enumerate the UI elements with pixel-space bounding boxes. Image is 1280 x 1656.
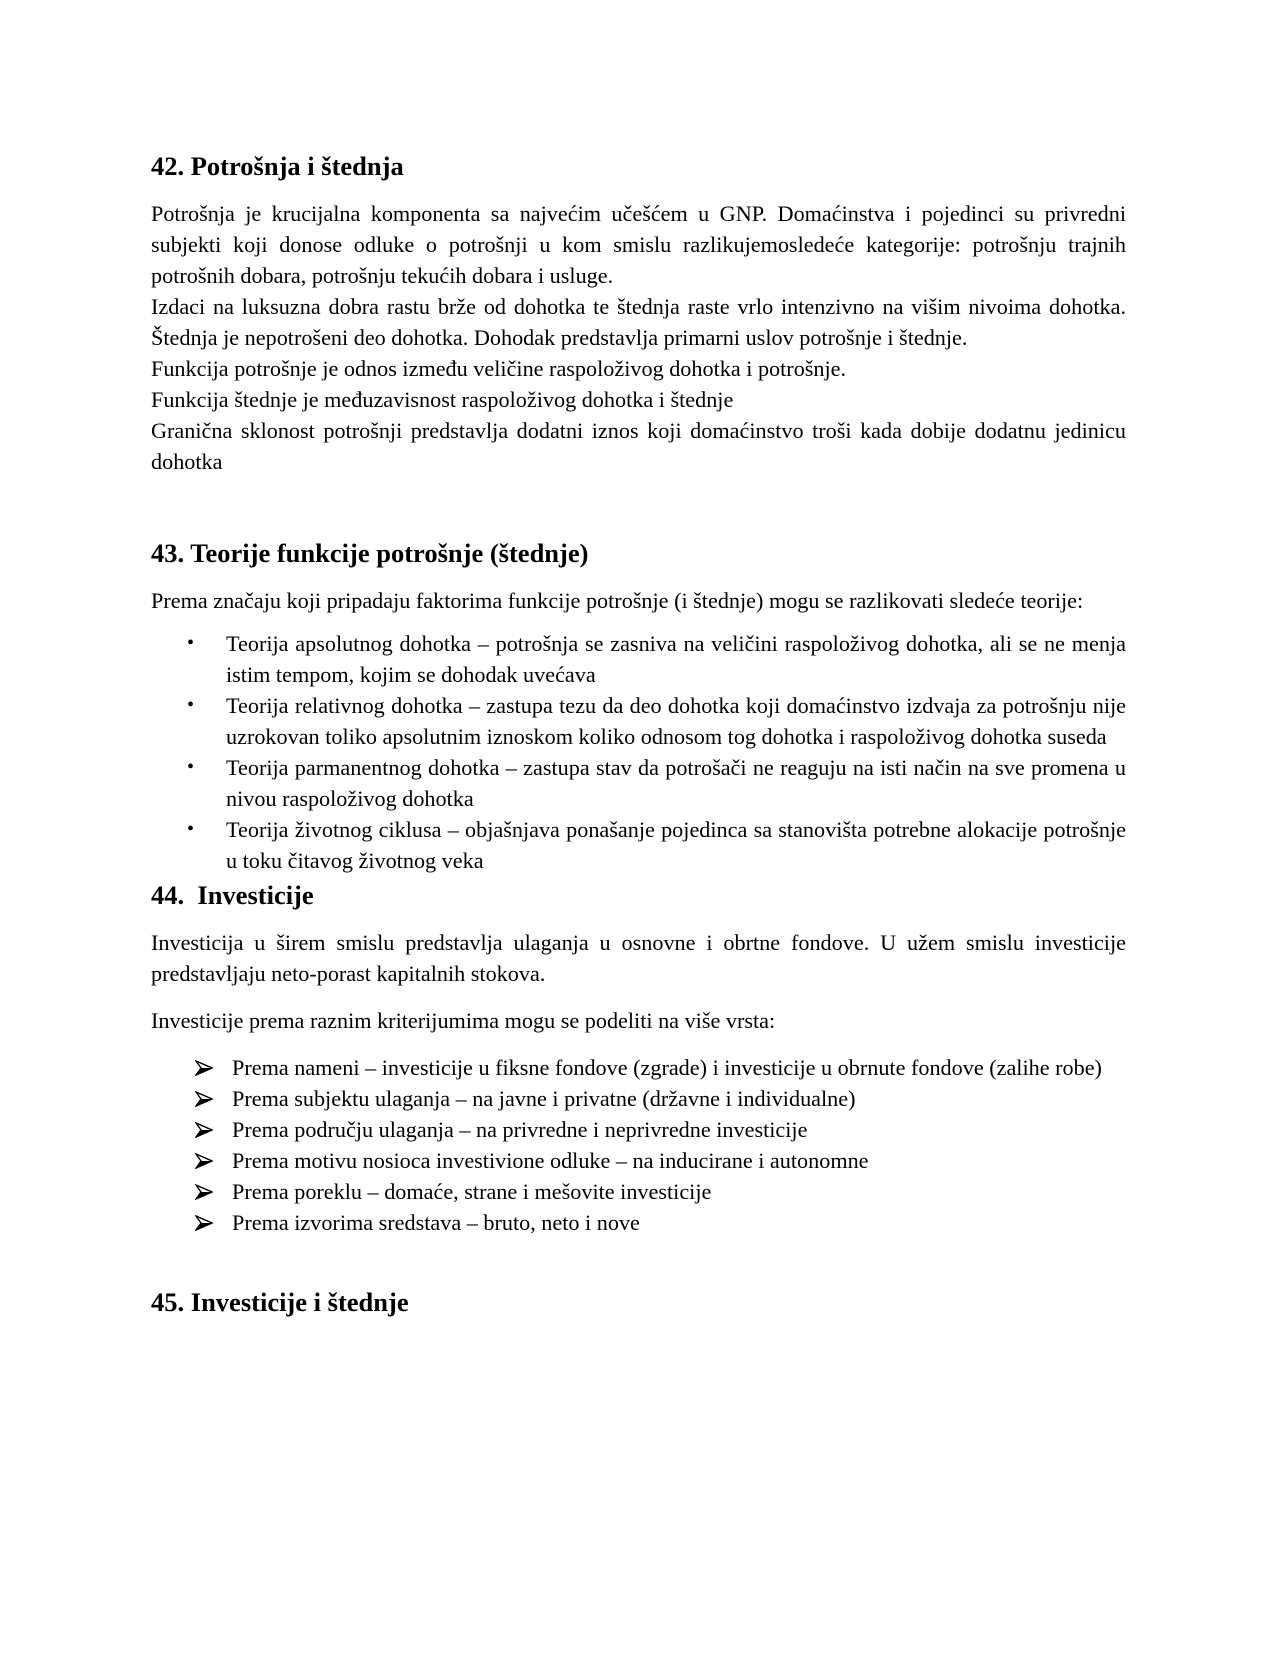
arrow-bullet-icon bbox=[195, 1184, 213, 1200]
bullet-icon: • bbox=[187, 818, 195, 840]
bullet-icon: • bbox=[187, 632, 195, 654]
list-item bbox=[151, 1207, 1126, 1238]
list-item bbox=[151, 1083, 1126, 1114]
arrow-bullet-icon bbox=[195, 1153, 213, 1169]
arrow-bullet-icon bbox=[195, 1091, 213, 1107]
list-item bbox=[151, 1052, 1126, 1083]
list-item bbox=[151, 752, 1126, 814]
section-42-heading: 42. Potrošnja i štednja bbox=[151, 151, 404, 181]
section-43-heading: 43. Teorije funkcije potrošnje (štednje) bbox=[151, 538, 589, 568]
list-item bbox=[151, 814, 1126, 876]
arrow-bullet-icon bbox=[195, 1122, 213, 1138]
section-44-paragraph: Investicije prema raznim kriterijumima mogu se podeliti na više vrsta: bbox=[151, 1008, 776, 1033]
section-44-heading: 44. Investicije bbox=[151, 880, 314, 910]
arrow-bullet-icon bbox=[195, 1215, 213, 1231]
section-42-paragraph: Potrošnja je krucijalna komponenta sa najvećim učešćem u GNP. Domaćinstva i pojedinci su privredni subjekti koji donose odluke o potrošnji u kom smislu razlikujemosledeće kategorije: potrošnju trajnih potrošnih dobara, potrošnju tekućih dobara i usluge. bbox=[151, 201, 1126, 288]
list-item-text: Teorija parmanentnog dohotka – zastupa stav da potrošači ne reaguju na isti način na sve promena u nivou raspoloživog dohotka bbox=[226, 755, 1126, 811]
section-42-body bbox=[151, 198, 1126, 477]
section-42-paragraph: Funkcija potrošnje je odnos između veličine raspoloživog dohotka i potrošnje. bbox=[151, 356, 847, 381]
list-item bbox=[151, 1176, 1126, 1207]
section-45-heading: 45. Investicije i štednje bbox=[151, 1287, 409, 1317]
list-item bbox=[151, 1114, 1126, 1145]
bullet-icon: • bbox=[187, 756, 195, 778]
section-42-paragraph: Funkcija štednje je međuzavisnost raspoloživog dohotka i štednje bbox=[151, 387, 734, 412]
list-item-text: Teorija relativnog dohotka – zastupa tezu da deo dohotka koji domaćinstvo izdvaja za potrošnju nije uzrokovan toliko apsolutnim iznoskom koliko odnosom tog dohotka i raspoloživog dohotka suseda bbox=[226, 693, 1126, 749]
section-43-intro: Prema značaju koji pripadaju faktorima funkcije potrošnje (i štednje) mogu se razlikovati sledeće teorije: bbox=[151, 588, 1084, 613]
list-item bbox=[151, 690, 1126, 752]
list-item bbox=[151, 1145, 1126, 1176]
list-item-text: Prema poreklu – domaće, strane i mešovite investicije bbox=[232, 1179, 712, 1204]
arrow-bullet-icon bbox=[195, 1060, 213, 1076]
section-42-paragraph: Granična sklonost potrošnji predstavlja dodatni iznos koji domaćinstvo troši kada dobije dodatnu jedinicu dohotka bbox=[151, 418, 1126, 474]
investment-types-list bbox=[151, 1052, 1126, 1238]
list-item-text: Prema subjektu ulaganja – na javne i privatne (državne i individualne) bbox=[232, 1086, 856, 1111]
theories-list bbox=[151, 628, 1126, 876]
list-item-text: Prema području ulaganja – na privredne i neprivredne investicije bbox=[232, 1117, 808, 1142]
list-item-text: Prema izvorima sredstava – bruto, neto i nove bbox=[232, 1210, 640, 1235]
section-42-paragraph: Izdaci na luksuzna dobra rastu brže od dohotka te štednja raste vrlo intenzivno na višim nivoima dohotka. Štednja je nepotrošeni deo dohotka. Dohodak predstavlja primarni uslov potrošnje i štednje. bbox=[151, 294, 1126, 350]
document-page bbox=[151, 138, 1126, 1318]
list-item-text: Prema nameni – investicije u fiksne fondove (zgrade) i investicije u obrnute fondove (zalihe robe) bbox=[232, 1055, 1102, 1080]
list-item-text: Prema motivu nosioca investivione odluke – na inducirane i autonomne bbox=[232, 1148, 869, 1173]
list-item bbox=[151, 628, 1126, 690]
list-item-text: Teorija apsolutnog dohotka – potrošnja se zasniva na veličini raspoloživog dohotka, ali se ne menja istim tempom, kojim se dohodak uvećava bbox=[226, 631, 1126, 687]
bullet-icon: • bbox=[187, 694, 195, 716]
section-44-paragraph: Investicija u širem smislu predstavlja ulaganja u osnovne i obrtne fondove. U užem smislu investicije predstavljaju neto-porast kapitalnih stokova. bbox=[151, 930, 1126, 986]
list-item-text: Teorija životnog ciklusa – objašnjava ponašanje pojedinca sa stanovišta potrebne alokacije potrošnje u toku čitavog životnog veka bbox=[226, 817, 1126, 873]
